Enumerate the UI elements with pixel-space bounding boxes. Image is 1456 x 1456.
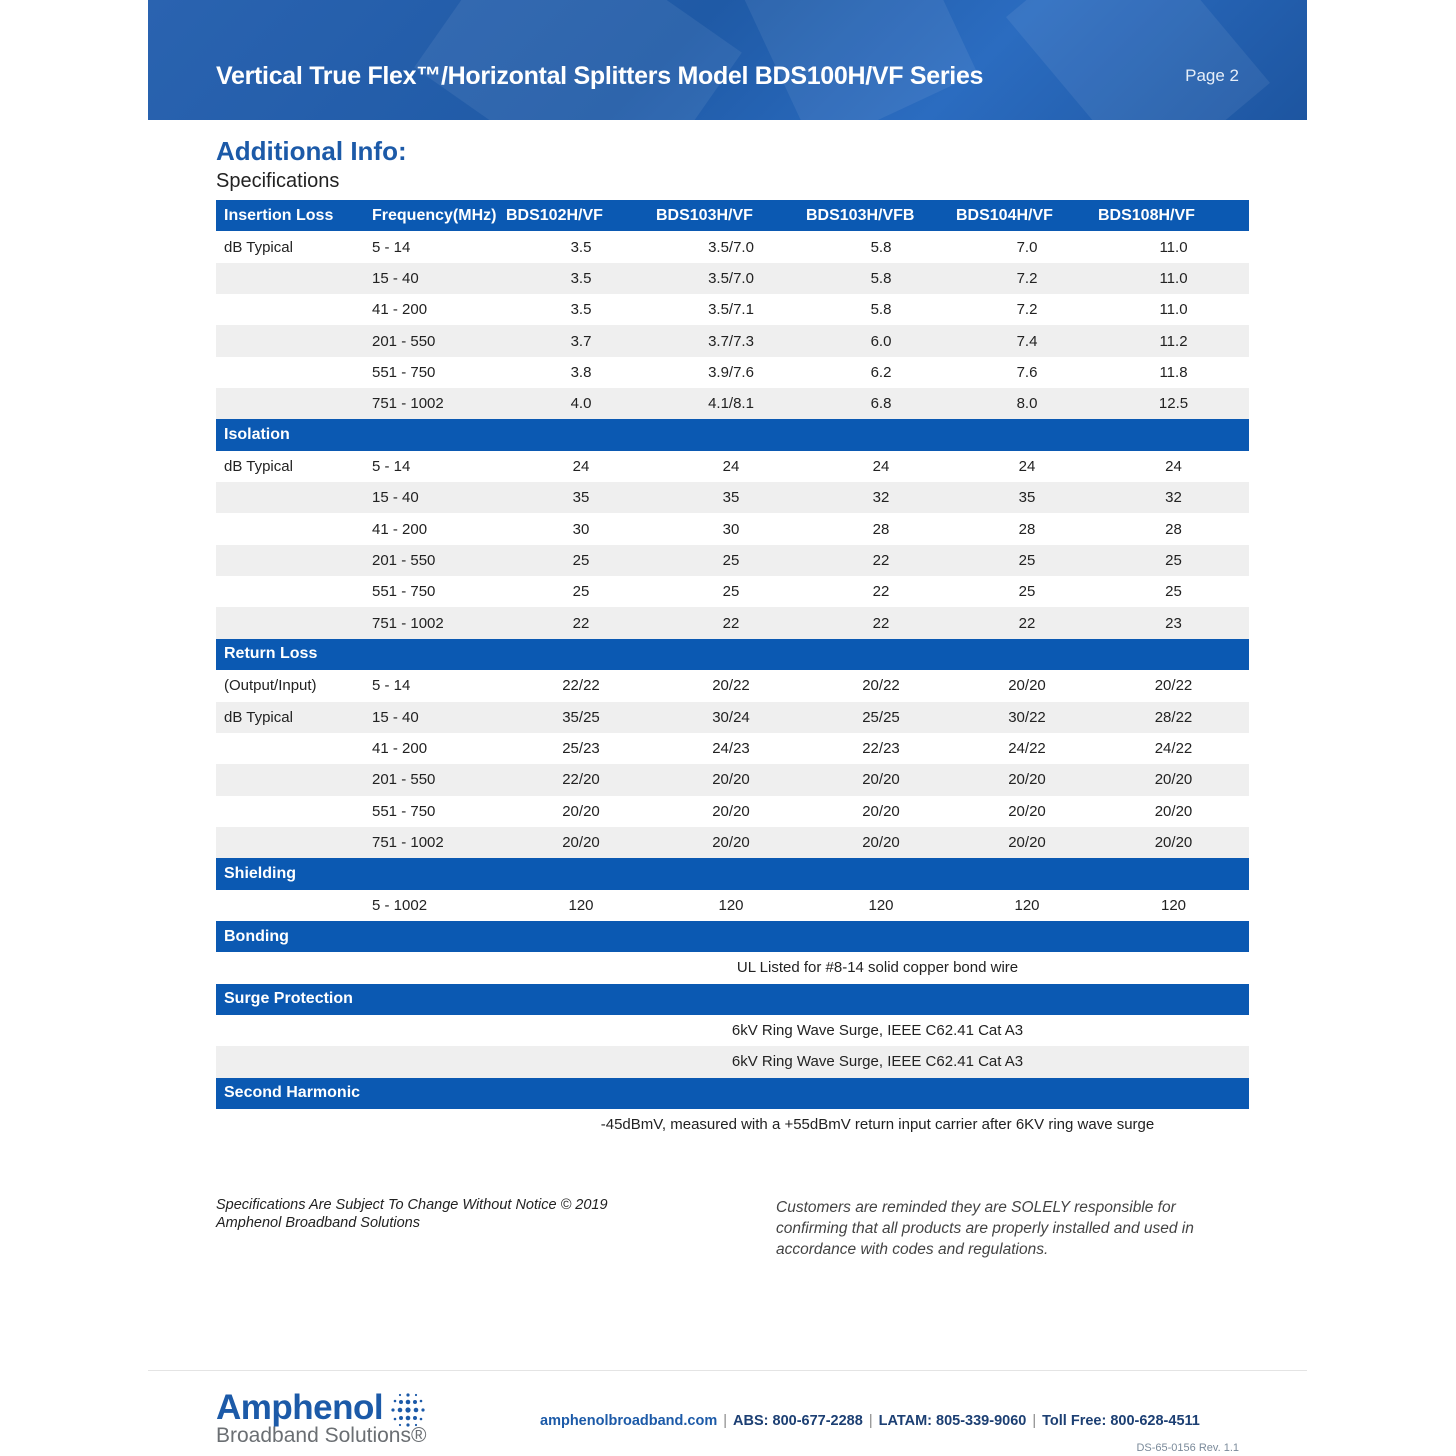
table-cell: 11.2 <box>1098 325 1249 356</box>
table-cell: 4.0 <box>506 388 656 419</box>
table-row <box>216 576 1249 607</box>
table-cell: 5 - 1002 <box>372 896 428 914</box>
table-cell: 20/20 <box>806 827 956 858</box>
table-cell: 22/22 <box>562 677 600 695</box>
table-cell: 25 <box>956 545 1098 576</box>
table-row <box>216 670 1249 701</box>
table-cell: 3.5/7.1 <box>708 301 754 319</box>
table-cell: 20/20 <box>956 827 1098 858</box>
footer-divider <box>148 1370 1307 1371</box>
table-cell: 6.2 <box>870 363 892 381</box>
table-cell: 11.0 <box>1159 238 1188 256</box>
table-cell <box>216 482 364 513</box>
table-cell: 24 <box>722 457 740 475</box>
table-cell: 30 <box>572 520 590 538</box>
table-cell: 20/20 <box>806 764 956 795</box>
table-row <box>216 513 1249 544</box>
table-cell: Isolation <box>216 419 1249 450</box>
table-cell: Insertion Loss <box>216 200 364 231</box>
table-cell <box>216 890 364 921</box>
table-cell: 20/22 <box>712 677 750 695</box>
table-row <box>216 1015 1249 1046</box>
logo-wordmark: Amphenol <box>216 1388 384 1427</box>
table-cell: 551 - 750 <box>372 363 436 381</box>
table-cell: 20/20 <box>656 827 806 858</box>
table-cell: 120 <box>1160 896 1187 914</box>
table-cell: 32 <box>1098 482 1249 513</box>
table-cell: 30 <box>722 520 740 538</box>
section-subheading: Specifications <box>216 170 340 192</box>
table-cell: 5 - 14 <box>372 677 411 695</box>
table-cell: Second Harmonic <box>216 1078 1249 1109</box>
table-cell: 120 <box>868 896 894 914</box>
table-cell: 35 <box>656 482 806 513</box>
table-cell: 22 <box>506 607 656 638</box>
table-cell: (Output/Input) <box>224 677 317 695</box>
table-cell: -45dBmV, measured with a +55dBmV return input carrier after 6KV ring wave surge <box>600 1116 1155 1134</box>
page-number: Page 2 <box>1185 66 1239 85</box>
section-heading: Additional Info: <box>216 136 407 166</box>
logo-tagline: Broadband Solutions® <box>216 1424 427 1447</box>
abs-phone: ABS: 800-677-2288 <box>733 1413 863 1429</box>
table-cell: 3.7 <box>506 325 656 356</box>
table-cell: 41 - 200 <box>372 740 428 758</box>
table-cell: 11.0 <box>1159 301 1188 319</box>
table-cell: 3.5/7.0 <box>656 263 806 294</box>
table-cell: BDS103H/VF <box>656 200 806 231</box>
table-section-header <box>216 639 1249 670</box>
table-cell: 22 <box>806 545 956 576</box>
table-cell: 5.8 <box>806 263 956 294</box>
table-cell: 751 - 1002 <box>364 607 506 638</box>
table-cell: 25 <box>1098 545 1249 576</box>
table-cell: 751 - 1002 <box>364 827 506 858</box>
specifications-table <box>216 200 1249 1140</box>
table-row <box>216 796 1249 827</box>
table-section-header <box>216 200 1249 231</box>
table-cell <box>216 1015 506 1046</box>
table-cell: 15 - 40 <box>364 702 506 733</box>
table-cell <box>216 576 364 607</box>
table-row <box>216 733 1249 764</box>
table-cell <box>216 764 364 795</box>
table-row <box>216 764 1249 795</box>
contact-bar: amphenolbroadband.com | ABS: 800-677-2288 | LATAM: 805-339-9060 | Toll Free: 800-628-4511 <box>540 1413 1200 1429</box>
table-row <box>216 890 1249 921</box>
table-cell: 20/20 <box>1008 802 1046 820</box>
table-row <box>216 607 1249 638</box>
table-cell: 7.2 <box>1016 301 1038 319</box>
table-cell: 3.5 <box>506 263 656 294</box>
table-cell: 7.2 <box>956 263 1098 294</box>
table-section-header <box>216 858 1249 889</box>
table-cell: 5 - 14 <box>372 238 411 256</box>
table-cell: 20/20 <box>1098 764 1249 795</box>
table-section-header <box>216 1078 1249 1109</box>
table-cell: 24 <box>872 457 890 475</box>
table-row <box>216 231 1249 262</box>
table-cell: dB Typical <box>224 238 293 256</box>
table-row <box>216 1109 1249 1140</box>
tollfree-phone: Toll Free: 800-628-4511 <box>1042 1413 1200 1429</box>
table-cell: 751 - 1002 <box>364 388 506 419</box>
table-cell <box>216 388 364 419</box>
table-cell: 25 <box>572 583 590 601</box>
table-cell: 41 - 200 <box>372 520 428 538</box>
amphenol-logo <box>216 1388 476 1454</box>
table-cell: 24 <box>1165 457 1182 475</box>
table-cell <box>216 263 364 294</box>
table-cell: dB Typical <box>224 457 293 475</box>
table-cell: 30/22 <box>956 702 1098 733</box>
table-cell: 201 - 550 <box>364 545 506 576</box>
table-cell: 20/20 <box>656 764 806 795</box>
table-cell <box>216 325 364 356</box>
table-row <box>216 545 1249 576</box>
table-cell: Shielding <box>216 858 1249 889</box>
table-cell <box>216 1109 506 1140</box>
table-cell: 25 <box>506 545 656 576</box>
table-cell <box>216 294 364 325</box>
table-cell: 5.8 <box>870 301 892 319</box>
table-row <box>216 325 1249 356</box>
table-row <box>216 451 1249 482</box>
table-cell: 20/20 <box>1008 677 1046 695</box>
table-cell: 28 <box>1018 520 1036 538</box>
website-link[interactable]: amphenolbroadband.com <box>540 1413 718 1429</box>
table-cell <box>216 357 364 388</box>
table-cell: 23 <box>1098 607 1249 638</box>
table-cell: BDS103H/VFB <box>806 200 956 231</box>
table-cell: 120 <box>568 896 594 914</box>
table-cell <box>216 796 364 827</box>
table-cell: 24/23 <box>712 740 750 758</box>
table-cell: 201 - 550 <box>364 764 506 795</box>
table-cell: 3.5/7.0 <box>708 238 754 256</box>
table-cell: 4.1/8.1 <box>656 388 806 419</box>
table-cell: 8.0 <box>956 388 1098 419</box>
document-number: DS-65-0156 Rev. 1.1 <box>1136 1442 1239 1454</box>
table-row <box>216 1046 1249 1077</box>
table-cell: 11.0 <box>1098 263 1249 294</box>
table-cell <box>216 607 364 638</box>
table-cell: 41 - 200 <box>372 301 428 319</box>
table-row <box>216 702 1249 733</box>
table-cell: 20/20 <box>562 802 600 820</box>
table-cell: 35 <box>956 482 1098 513</box>
table-cell: 20/22 <box>862 677 900 695</box>
table-row <box>216 827 1249 858</box>
table-cell: 22 <box>806 607 956 638</box>
table-cell: 3.9/7.6 <box>708 363 754 381</box>
table-cell: 20/20 <box>506 827 656 858</box>
table-cell: 25 <box>656 545 806 576</box>
table-cell <box>216 545 364 576</box>
table-cell: 25 <box>1165 583 1182 601</box>
table-cell: 7.4 <box>956 325 1098 356</box>
table-section-header <box>216 419 1249 450</box>
table-cell <box>216 952 506 983</box>
table-cell: BDS104H/VF <box>956 200 1098 231</box>
table-cell <box>216 1046 506 1077</box>
table-cell: 5 - 14 <box>372 457 411 475</box>
table-row <box>216 388 1249 419</box>
table-cell: 32 <box>806 482 956 513</box>
table-cell: 35/25 <box>506 702 656 733</box>
table-cell: 22/23 <box>862 740 900 758</box>
table-section-header <box>216 984 1249 1015</box>
table-cell: Return Loss <box>216 639 1249 670</box>
table-cell: 551 - 750 <box>372 583 436 601</box>
table-cell: 7.0 <box>1016 238 1038 256</box>
table-cell: 35 <box>506 482 656 513</box>
table-cell: 12.5 <box>1098 388 1249 419</box>
table-cell: Surge Protection <box>216 984 1249 1015</box>
table-cell: 28/22 <box>1098 702 1249 733</box>
table-section-header <box>216 921 1249 952</box>
banner-title: Vertical True Flex™/Horizontal Splitters Model BDS100H/VF Series <box>216 62 984 90</box>
table-cell: 3.5 <box>570 238 592 256</box>
table-cell <box>216 827 364 858</box>
table-cell: 7.6 <box>1016 363 1038 381</box>
table-cell: BDS102H/VF <box>506 200 656 231</box>
table-cell: 6kV Ring Wave Surge, IEEE C62.41 Cat A3 <box>731 1022 1024 1040</box>
table-cell: 25/25 <box>806 702 956 733</box>
table-cell: 6.0 <box>806 325 956 356</box>
table-cell: 6kV Ring Wave Surge, IEEE C62.41 Cat A3 <box>506 1046 1249 1077</box>
table-cell: 24 <box>1018 457 1036 475</box>
table-cell: 15 - 40 <box>364 482 506 513</box>
latam-phone: LATAM: 805-339-9060 <box>878 1413 1027 1429</box>
table-row <box>216 263 1249 294</box>
table-cell: 20/20 <box>712 802 750 820</box>
table-cell: 30/24 <box>656 702 806 733</box>
table-cell: 201 - 550 <box>364 325 506 356</box>
table-cell: 3.8 <box>570 363 592 381</box>
table-cell: 25/23 <box>562 740 600 758</box>
table-cell: Bonding <box>216 921 1249 952</box>
table-cell: Frequency(MHz) <box>364 200 506 231</box>
page-banner <box>148 0 1307 120</box>
table-cell <box>216 513 364 544</box>
table-cell: 20/20 <box>1154 802 1193 820</box>
table-row <box>216 952 1249 983</box>
table-cell: 22/20 <box>506 764 656 795</box>
table-cell: UL Listed for #8-14 solid copper bond wire <box>736 959 1019 977</box>
table-cell: 120 <box>1014 896 1040 914</box>
table-cell: 22 <box>872 583 890 601</box>
table-row <box>216 357 1249 388</box>
table-cell: 3.7/7.3 <box>656 325 806 356</box>
table-cell: 20/22 <box>1154 677 1193 695</box>
table-cell: 22 <box>656 607 806 638</box>
table-cell: 24 <box>572 457 590 475</box>
table-cell: BDS108H/VF <box>1098 200 1249 231</box>
table-cell: dB Typical <box>216 702 364 733</box>
table-cell: 15 - 40 <box>364 263 506 294</box>
table-cell: 3.5 <box>570 301 592 319</box>
table-cell: 6.8 <box>806 388 956 419</box>
table-row <box>216 482 1249 513</box>
table-cell: 25 <box>722 583 740 601</box>
table-cell: 25 <box>1018 583 1036 601</box>
change-notice: Specifications Are Subject To Change Without Notice © 2019 Amphenol Broadband Solutions <box>216 1197 608 1231</box>
table-cell: 20/20 <box>956 764 1098 795</box>
table-cell: 5.8 <box>870 238 892 256</box>
table-cell: 20/20 <box>862 802 900 820</box>
table-row <box>216 294 1249 325</box>
table-cell <box>216 733 364 764</box>
table-cell: 120 <box>718 896 744 914</box>
table-cell: 28 <box>872 520 890 538</box>
table-cell: 22 <box>956 607 1098 638</box>
responsibility-notice: Customers are reminded they are SOLELY responsible for confirming that all products are properly installed and used in accordance with codes and regulations. <box>776 1199 1194 1258</box>
table-cell: 24/22 <box>1154 740 1193 758</box>
table-cell: 551 - 750 <box>372 802 436 820</box>
table-cell: 24/22 <box>1008 740 1046 758</box>
table-cell: 11.8 <box>1159 363 1188 381</box>
table-cell: 20/20 <box>1098 827 1249 858</box>
table-cell: 28 <box>1165 520 1182 538</box>
datasheet-page <box>148 0 1307 1456</box>
